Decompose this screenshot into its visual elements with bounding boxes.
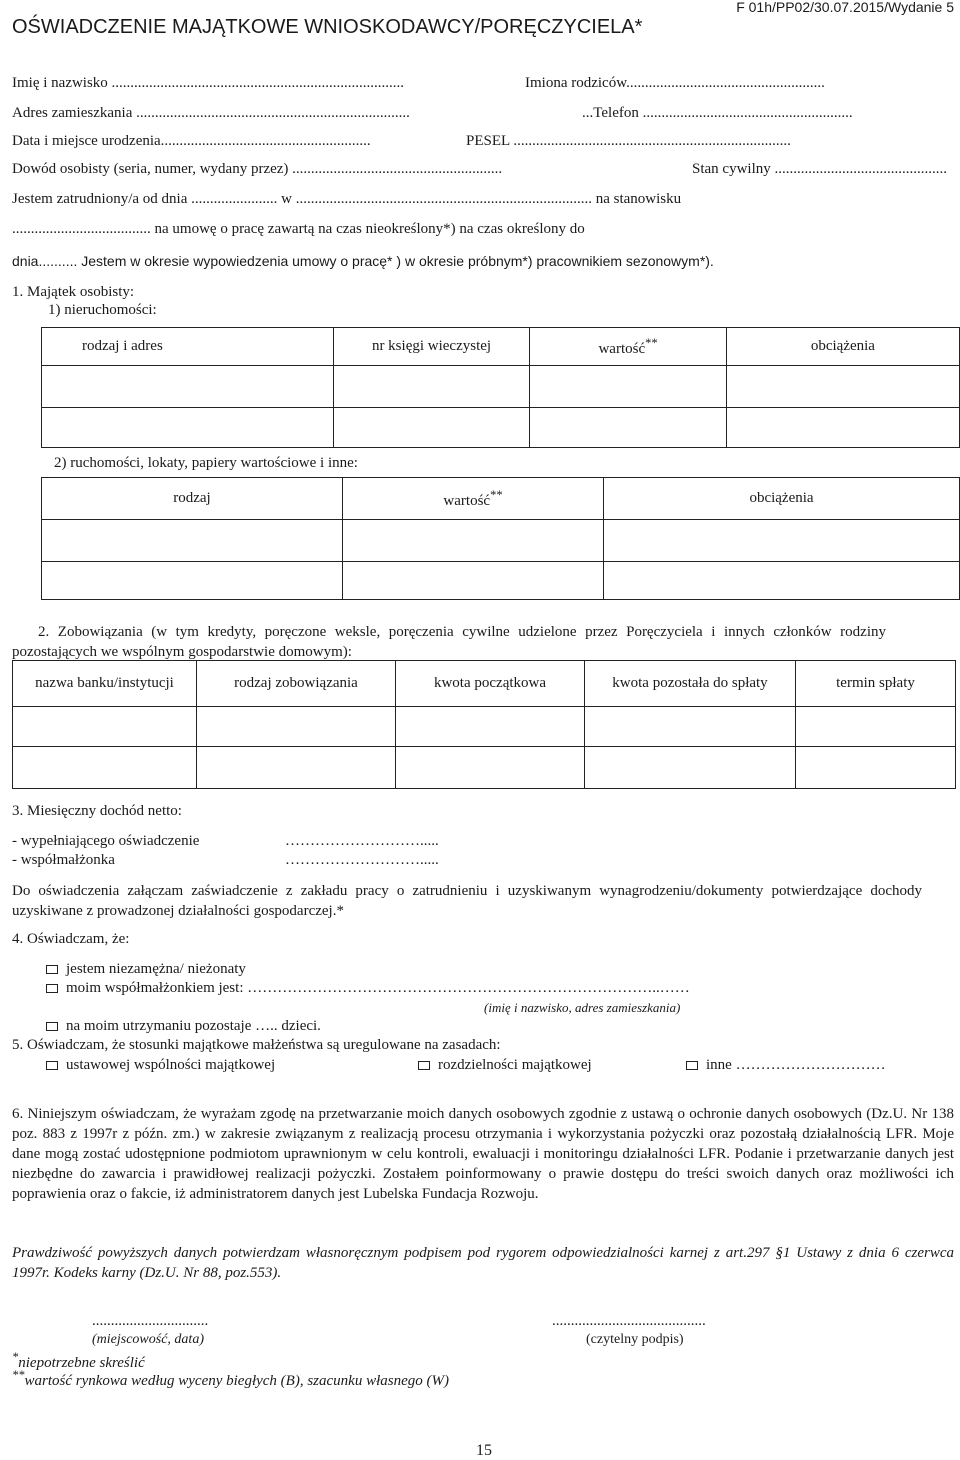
real-estate-table [41,327,960,448]
footnote-mark: * [12,1350,19,1364]
contract-field[interactable]: ..................................... na umowę o pracę zawartą na czas nieokreślony*) na czas określony do [12,221,585,237]
signature-label: (czytelny podpis) [586,1332,684,1347]
declaration [12,1243,954,1283]
checkbox[interactable] [46,1061,58,1070]
table-cell[interactable] [604,562,960,600]
option-label: moim współmałżonkiem jest: ………………………………………………………………………..…… [66,980,690,996]
option-children[interactable] [46,1018,321,1035]
consent-text: 6. Niniejszym oświadczam, że wyrażam zgodę na przetwarzanie moich danych osobowych zgodnie z ustawą o ochronie danych osobowych (Dz.U. Nr 138 poz. 883 z 1997r z późn. zm.) w zakresie związanym z realizacją procesu otrzymania i wykorzystania pożyczki oraz pozostałą działalnością LFR. Moje dane mogą zostać udostępnione podmiotom uprawnionym w celu kontroli, ewaluacji i monitoringu działalności LFR. Podanie i przetwarzanie danych jest niezbędne do zawarcia i prawidłowej realizacji pożyczki. Zostałem poinformowany o prawie dostępu do treści swoich danych oraz możliwości ich poprawienia oraz o fakcie, iż administratorem danych jest Lubelska Fundacja Rozwoju. [12,1106,954,1202]
table-cell[interactable] [726,408,959,448]
income-spouse-field[interactable]: ………………………..... [285,852,439,868]
footnote-text: wartość rynkowa według wyceny biegłych (B), szacunku własnego (W) [24,1373,449,1389]
birth-field[interactable]: Data i miejsce urodzenia........................................................ [12,133,371,149]
option-community[interactable] [46,1057,275,1074]
table-cell[interactable] [396,747,585,789]
page-title: OŚWIADCZENIE MAJĄTKOWE WNIOSKODAWCY/PORĘCZYCIELA* [12,16,643,38]
notice-field[interactable]: dnia.......... Jestem w okresie wypowiedzenia umowy o pracę* ) w okresie próbnym*) pracownikiem sezonowym*). [12,253,714,269]
employment-field[interactable]: Jestem zatrudniony/a od dnia ....................... w ............................................................................... na stanowisku [12,191,682,207]
table-cell[interactable] [343,562,604,600]
liabilities-table [12,660,956,789]
option-label: ustawowej wspólności majątkowej [66,1057,276,1073]
declaration-sect: 1 [782,1245,791,1261]
table-cell[interactable] [343,520,604,562]
footnote-mark: ** [12,1368,25,1382]
parents-field[interactable]: Imiona rodziców..................................................... [525,75,825,91]
col-header: termin spłaty [796,661,956,707]
marital-field[interactable]: Stan cywilny .............................................. [692,161,947,177]
address-field[interactable]: Adres zamieszkania ......................................................................... [12,105,410,121]
phone-field[interactable]: ...Telefon ........................................................ [582,105,853,121]
income-spouse-label: - współmałżonka [12,852,115,868]
section3-title: 3. Miesięczny dochód netto: [12,803,182,819]
option-label: inne ………………………… [706,1057,886,1073]
table-cell[interactable] [197,707,396,747]
table-cell[interactable] [585,747,796,789]
checkbox[interactable] [418,1061,430,1070]
col-header: kwota pozostała do spłaty [585,661,796,707]
income-self-field[interactable]: ………………………..... [285,833,439,849]
table-cell[interactable] [604,520,960,562]
signature-field[interactable]: ......................................... [552,1313,706,1329]
section1-title: 1. Majątek osobisty: [12,284,135,300]
table-cell[interactable] [396,707,585,747]
table-cell[interactable] [726,366,959,408]
table-cell[interactable] [13,747,197,789]
checkbox[interactable] [46,1022,58,1031]
attachment-note: Do oświadczenia załączam zaświadczenie z zakładu pracy o zatrudnieniu i uzyskiwanym wynagrodzeniu/dokumenty potwierdzające dochody uzyskiwane z prowadzonej działalności gospodarczej.* [12,883,922,919]
checkbox[interactable] [46,965,58,974]
movables-table [41,477,960,600]
pesel-field[interactable]: PESEL .......................................................................... [466,133,791,149]
name-field[interactable]: Imię i nazwisko .............................................................................. [12,75,405,91]
col-header: rodzaj i adres [42,328,334,366]
option-label: jestem niezamężna/ nieżonaty [66,961,246,977]
checkbox[interactable] [46,984,58,993]
footnote-text: niepotrzebne skreślić [18,1355,145,1371]
col-header: wartość** [530,328,727,366]
table-cell[interactable] [796,747,956,789]
table-cell[interactable] [42,408,334,448]
table-cell[interactable] [333,366,530,408]
declaration-rest: Ustawy z dnia 6 czerwca 1997r. Kodeks karny (Dz.U. Nr 88, poz.553). [12,1245,955,1281]
table-cell[interactable] [197,747,396,789]
section1-sub2: 2) ruchomości, lokaty, papiery wartościowe i inne: [54,455,358,471]
table-cell[interactable] [42,520,343,562]
section1-sub1: 1) nieruchomości: [48,302,157,318]
table-cell[interactable] [42,366,334,408]
id-field[interactable]: Dowód osobisty (seria, numer, wydany przez) ........................................................ [12,161,503,177]
page-number: 15 [476,1442,492,1459]
income-self-label: - wypełniającego oświadczenie [12,833,200,849]
spouse-hint: (imię i nazwisko, adres zamieszkania) [484,1000,681,1015]
option-other[interactable] [686,1057,886,1074]
section5-title: 5. Oświadczam, że stosunki majątkowe małżeństwa są uregulowane na zasadach: [12,1037,501,1053]
col-header: nazwa banku/instytucji [13,661,197,707]
col-header: obciążenia [604,478,960,520]
section4-title: 4. Oświadczam, że: [12,931,130,947]
declaration-italic: Prawdziwość powyższych danych potwierdzam własnoręcznym podpisem pod rygorem odpowiedzialności karnej z art.297 [12,1245,770,1261]
place-date-label: (miejscowość, data) [92,1332,204,1347]
form-code: F 01h/PP02/30.07.2015/Wydanie 5 [736,0,954,15]
col-header: nr księgi wieczystej [333,328,530,366]
checkbox[interactable] [686,1061,698,1070]
col-header: rodzaj [42,478,343,520]
footnote-2 [12,1368,449,1390]
col-header: rodzaj zobowiązania [197,661,396,707]
col-header: wartość** [343,478,604,520]
paragraph-sign: § [775,1245,783,1261]
col-header: obciążenia [726,328,959,366]
table-cell[interactable] [796,707,956,747]
section2-title: 2. Zobowiązania (w tym kredyty, poręczone weksle, poręczenia cywilne udzielone przez Poręczyciela i innych członków rodziny pozostających we wspólnym gospodarstwie domowym): [12,624,886,660]
col-header: kwota początkowa [396,661,585,707]
table-cell[interactable] [530,408,727,448]
table-cell[interactable] [42,562,343,600]
table-cell[interactable] [585,707,796,747]
option-label: rozdzielności majątkowej [438,1057,592,1073]
table-cell[interactable] [333,408,530,448]
option-spouse[interactable] [46,980,690,997]
table-cell[interactable] [13,707,197,747]
place-date-field[interactable]: ............................... [92,1313,209,1329]
option-unmarried[interactable] [46,961,246,978]
table-cell[interactable] [530,366,727,408]
option-separation[interactable] [418,1057,592,1074]
option-label: na moim utrzymaniu pozostaje ….. dzieci. [66,1018,321,1034]
